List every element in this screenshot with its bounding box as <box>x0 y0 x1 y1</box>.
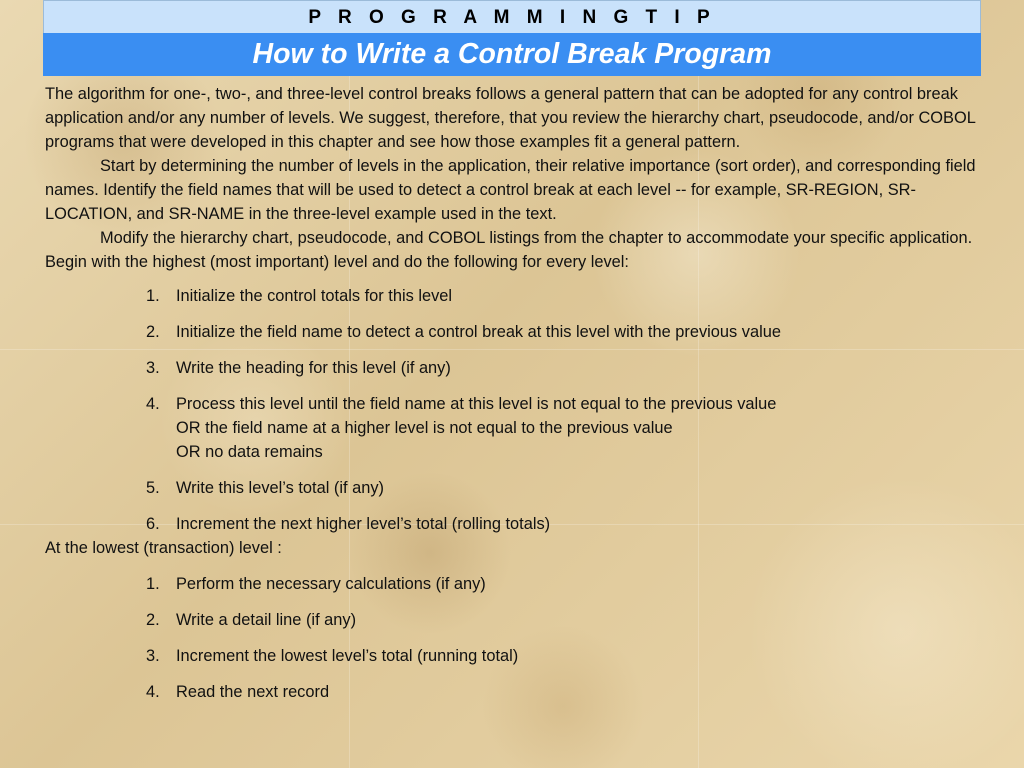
lowest-level-label: At the lowest (transaction) level : <box>45 539 282 557</box>
slide-header <box>43 0 981 76</box>
lowest-step-item <box>146 644 990 668</box>
step-line: OR no data remains <box>176 443 323 461</box>
step-number: 2. <box>146 611 160 629</box>
programming-tip-banner: P R O G R A M M I N G T I P <box>43 0 981 33</box>
step-number: 3. <box>146 359 160 377</box>
level-step-item <box>146 512 990 536</box>
level-step-item <box>146 320 990 344</box>
step-number: 4. <box>146 395 160 413</box>
level-steps-list <box>45 284 990 536</box>
step-text <box>176 476 384 500</box>
step-text <box>176 644 518 668</box>
step-text <box>176 608 356 632</box>
step-line: Perform the necessary calculations (if any) <box>176 575 486 593</box>
step-line: OR the field name at a higher level is not equal to the previous value <box>176 419 673 437</box>
step-line: Write a detail line (if any) <box>176 611 357 629</box>
step-line: Increment the lowest level’s total (running total) <box>176 647 519 665</box>
step-number: 4. <box>146 683 160 701</box>
level-step-item <box>146 284 990 308</box>
step-text <box>176 392 776 464</box>
step-line: Write this level’s total (if any) <box>176 479 384 497</box>
step-line: Read the next record <box>176 683 330 701</box>
lowest-step-item <box>146 572 990 596</box>
step-number: 6. <box>146 515 160 533</box>
level-step-item <box>146 476 990 500</box>
level-step-item <box>146 356 990 380</box>
modify-paragraph: Modify the hierarchy chart, pseudocode, and COBOL listings from the chapter to accommodate your specific application. Begin with the highest (most important) level and do the following for every level: <box>45 229 973 271</box>
step-text <box>176 512 550 536</box>
level-step-item <box>146 392 990 464</box>
lowest-steps-list <box>45 572 990 704</box>
slide-title: How to Write a Control Break Program <box>43 33 981 76</box>
lowest-step-item <box>146 680 990 704</box>
step-text <box>176 284 452 308</box>
step-number: 2. <box>146 323 160 341</box>
step-text <box>176 320 781 344</box>
intro-paragraph: The algorithm for one-, two-, and three-level control breaks follows a general pattern that can be adopted for any control break application and/or any number of levels. We suggest, therefore, that you review the hierarchy chart, pseudocode, and/or COBOL programs that were developed in this chapter and see how those examples fit a general pattern. <box>45 85 976 151</box>
step-number: 3. <box>146 647 160 665</box>
slide-body <box>45 82 990 704</box>
step-text <box>176 356 451 380</box>
step-number: 5. <box>146 479 160 497</box>
levels-paragraph: Start by determining the number of levels in the application, their relative importance (sort order), and corresponding field names. Identify the field names that will be used to detect a control break at each level -- for example, SR-REGION, SR-LOCATION, and SR-NAME in the three-level example used in the text. <box>45 157 976 223</box>
lowest-step-item <box>146 608 990 632</box>
step-number: 1. <box>146 287 160 305</box>
step-line: Initialize the control totals for this level <box>176 287 453 305</box>
step-line: Initialize the field name to detect a control break at this level with the previous value <box>176 323 781 341</box>
step-text <box>176 572 486 596</box>
step-line: Increment the next higher level’s total (rolling totals) <box>176 515 551 533</box>
step-number: 1. <box>146 575 160 593</box>
step-line: Write the heading for this level (if any) <box>176 359 451 377</box>
step-text <box>176 680 329 704</box>
step-line: Process this level until the field name at this level is not equal to the previous value <box>176 395 777 413</box>
